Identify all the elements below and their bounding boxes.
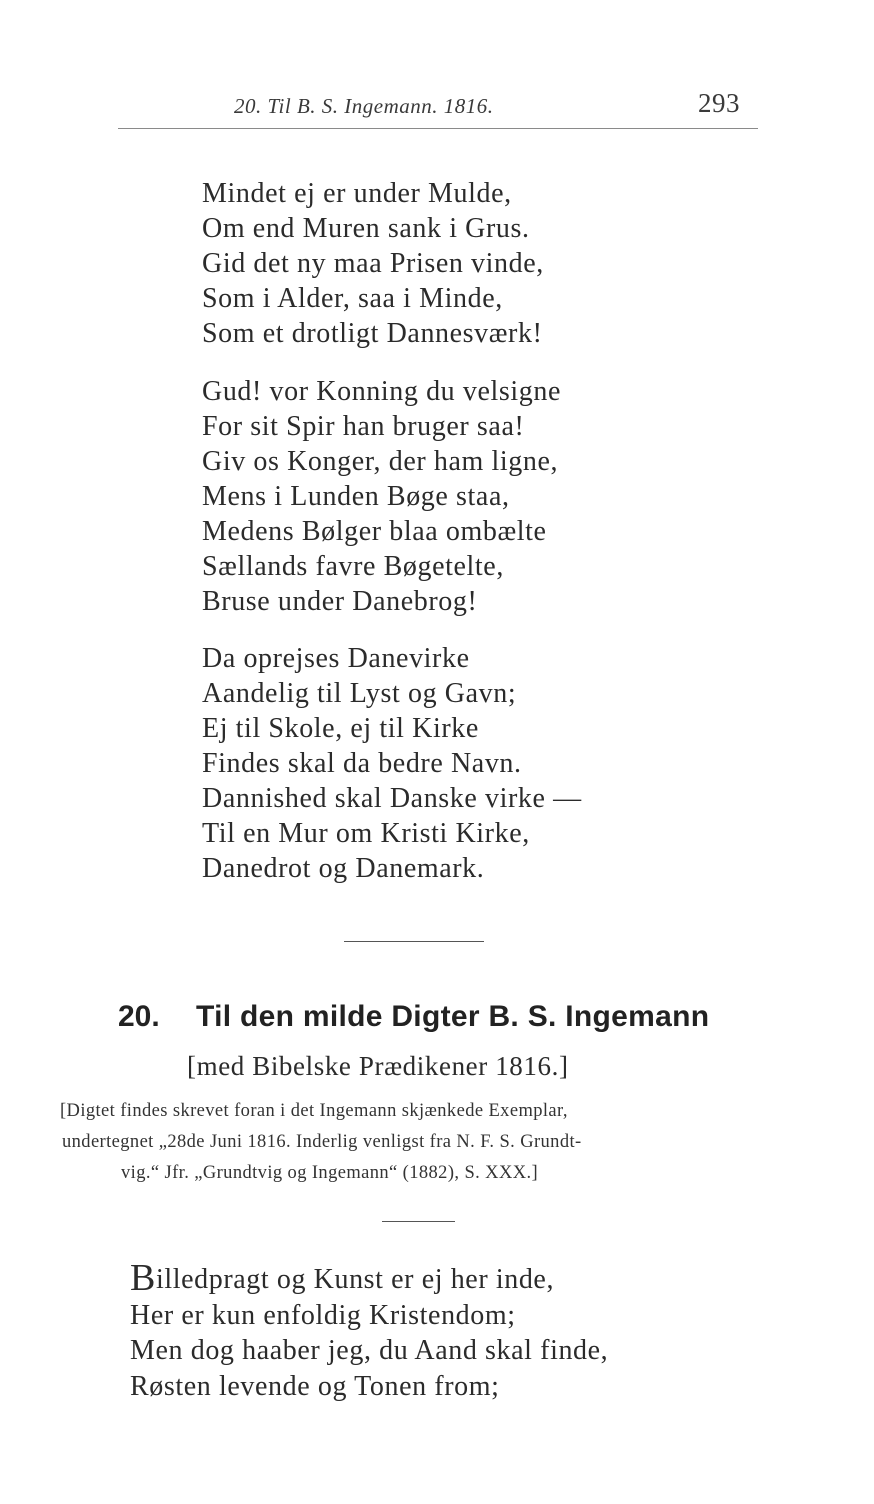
- stanza-2: [202, 374, 561, 619]
- verse-line-rest: illedpragt og Kunst er ej her inde,: [155, 1264, 555, 1295]
- section-subtitle: [med Bibelske Prædikener 1816.]: [187, 1051, 569, 1081]
- verse-line: Giv os Konger, der ham ligne,: [202, 446, 559, 477]
- verse-line: Som et drotligt Dannesværk!: [202, 318, 543, 349]
- editorial-note-line: [Digtet findes skrevet foran i det Ingemann skjænkede Exemplar,: [60, 1101, 568, 1121]
- verse-line: Ej til Skole, ej til Kirke: [202, 713, 479, 744]
- verse-line: Da oprejses Danevirke: [202, 643, 470, 674]
- section-title: Til den milde Digter B. S. Ingemann: [196, 1000, 710, 1033]
- running-head: [234, 88, 754, 128]
- section-number: 20.: [118, 1000, 160, 1033]
- verse-line: Medens Bølger blaa ombælte: [202, 516, 547, 547]
- verse-line: Findes skal da bedre Navn.: [202, 748, 522, 779]
- stanza-3: [202, 641, 582, 886]
- poem-stanza: [130, 1257, 609, 1404]
- verse-line: Dannished skal Danske virke —: [202, 783, 582, 814]
- note-divider: [382, 1221, 455, 1222]
- verse-line: Danedrot og Danemark.: [202, 853, 485, 884]
- verse-line: For sit Spir han bruger saa!: [202, 411, 525, 442]
- verse-line-first: [130, 1257, 608, 1299]
- verse-line: Gud! vor Konning du velsigne: [202, 376, 561, 407]
- running-head-title: 20. Til B. S. Ingemann. 1816.: [234, 94, 494, 118]
- section-divider: [344, 941, 484, 942]
- verse-line: Røsten levende og Tonen from;: [130, 1370, 500, 1402]
- stanza-1: [202, 176, 544, 351]
- verse-line: Gid det ny maa Prisen vinde,: [202, 248, 544, 279]
- verse-line: Mens i Lunden Bøge staa,: [202, 481, 510, 512]
- verse-line: Som i Alder, saa i Minde,: [202, 283, 503, 314]
- header-rule: [118, 128, 758, 129]
- verse-line: Men dog haaber jeg, du Aand skal finde,: [130, 1335, 609, 1366]
- verse-line: Sællands favre Bøgetelte,: [202, 551, 504, 582]
- editorial-note-line: undertegnet „28de Juni 1816. Inderlig venligst fra N. F. S. Grundt-: [62, 1132, 582, 1152]
- verse-line: Om end Muren sank i Grus.: [202, 213, 530, 244]
- editorial-note-line: vig.“ Jfr. „Grundtvig og Ingemann“ (1882), S. XXX.]: [121, 1163, 539, 1183]
- verse-line: Aandelig til Lyst og Gavn;: [202, 678, 517, 709]
- verse-line: Mindet ej er under Mulde,: [202, 178, 512, 209]
- verse-line: Bruse under Danebrog!: [202, 586, 478, 617]
- verse-line: Her er kun enfoldig Kristendom;: [130, 1299, 516, 1331]
- page-number: 293: [698, 88, 740, 118]
- verse-line: Til en Mur om Kristi Kirke,: [202, 818, 530, 849]
- drop-cap: B: [130, 1257, 156, 1299]
